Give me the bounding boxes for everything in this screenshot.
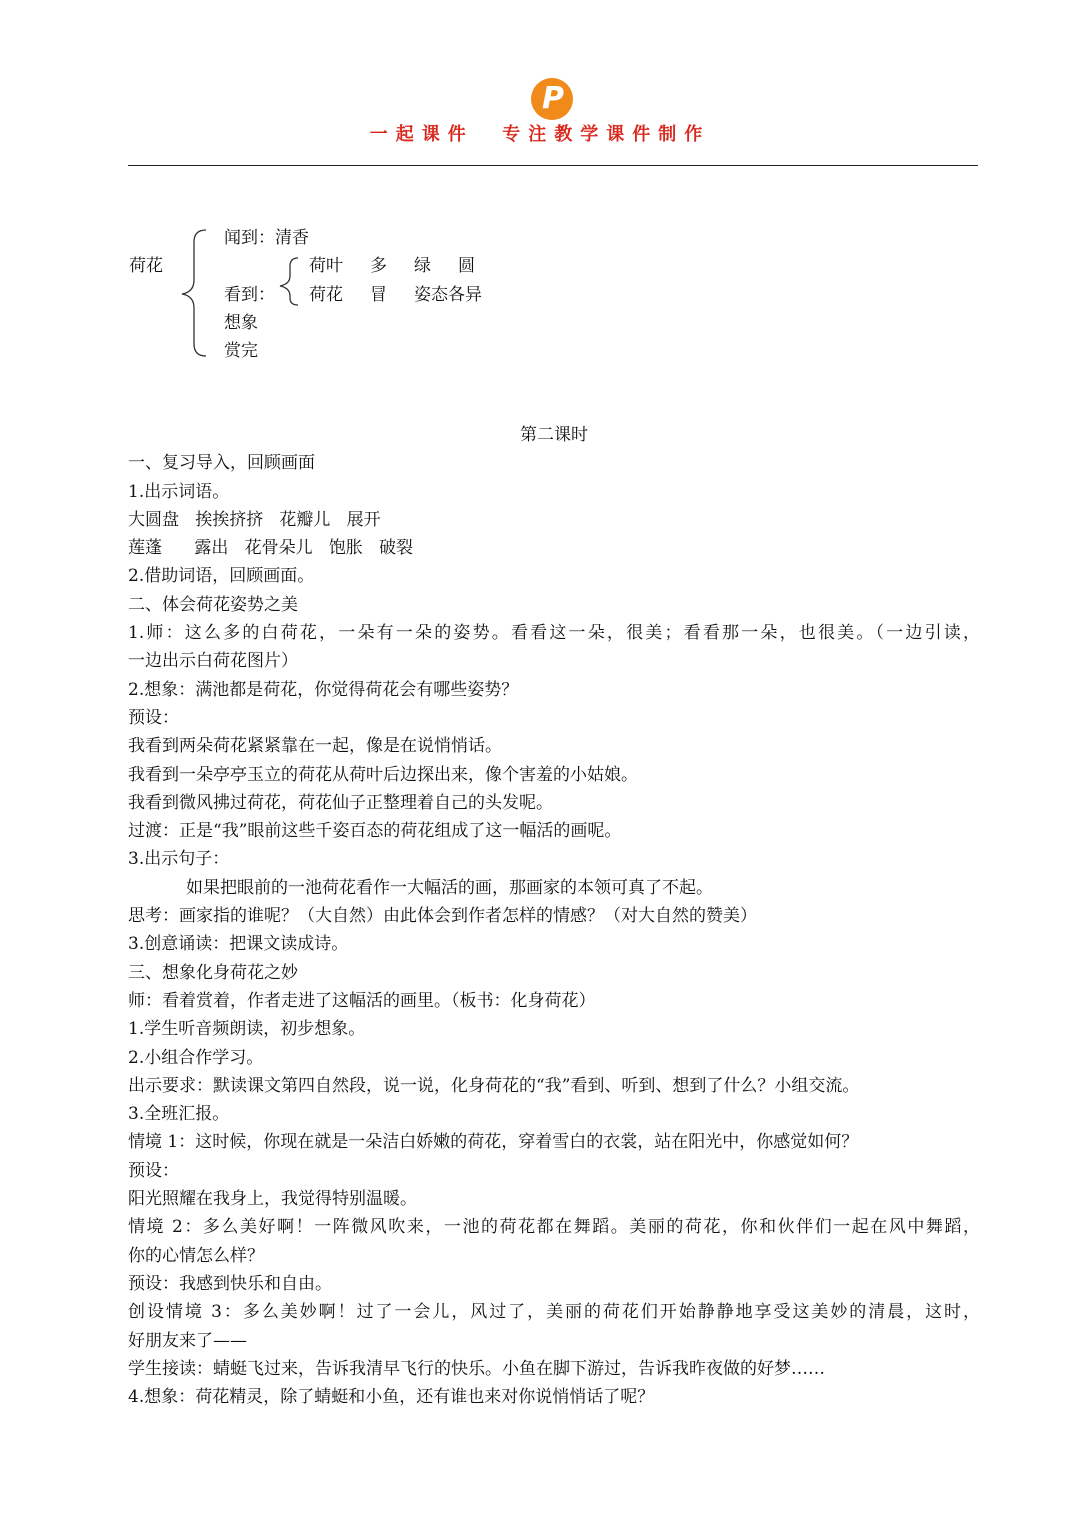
paragraph: 1.出示词语。 [128,481,230,502]
board-root: 荷花 [129,256,163,276]
paragraph: 过渡：正是“我”眼前这些千姿百态的荷花组成了这一幅活的画呢。 [128,821,622,842]
paragraph: 预设： [128,707,179,728]
heading: 二、体会荷花姿势之美 [128,594,298,615]
board-leaf-row: 荷叶 多 绿 圆 [309,256,476,276]
paragraph: 1.学生听音频朗读，初步想象。 [128,1019,366,1040]
board-see: 看到： [224,285,275,305]
lesson-body [128,421,980,1411]
paragraph: 3.创意诵读：把课文读成诗。 [128,934,349,955]
paragraph: 师：看着赏着，作者走进了这幅活的画里。（板书：化身荷花） [128,990,596,1011]
paragraph: 3.出示句子： [128,849,230,870]
section-title: 第二课时 [520,425,588,445]
main-brace [182,230,206,356]
paragraph: 情境 1：这时候，你现在就是一朵洁白娇嫩的荷花，穿着雪白的衣裳，站在阳光中，你感觉如何？ [128,1132,859,1153]
paragraph: 一边出示白荷花图片） [128,651,298,672]
word-list: 莲蓬 露出 花骨朵儿 饱胀 破裂 [128,538,414,559]
paragraph: 思考：画家指的谁呢？（大自然）由此体会到作者怎样的情感？（对大自然的赞美） [128,906,757,927]
paragraph: 2.小组合作学习。 [128,1047,264,1068]
paragraph: 2.借助词语，回顾画面。 [128,566,315,587]
quoted-sentence: 如果把眼前的一池荷花看作一大幅活的画，那画家的本领可真了不起。 [186,877,713,898]
heading: 三、想象化身荷花之妙 [128,962,298,983]
board-smell: 闻到：清香 [224,228,309,248]
paragraph: 1.师：这么多的白荷花，一朵有一朵的姿势。看看这一朵，很美；看看那一朵，也很美。（一边引读， [128,623,980,644]
paragraph: 预设： [128,1160,179,1181]
heading: 一、复习导入，回顾画面 [128,453,315,474]
board-flower-row: 荷花 冒 姿态各异 [309,285,483,305]
paragraph: 预设：我感到快乐和自由。 [128,1273,332,1294]
paragraph: 我看到微风拂过荷花，荷花仙子正整理着自己的头发呢。 [128,792,553,813]
paragraph: 4.想象：荷花精灵，除了蜻蜓和小鱼，还有谁也来对你说悄悄话了呢？ [128,1387,655,1408]
paragraph: 阳光照耀在我身上，我觉得特别温暖。 [128,1189,417,1210]
word-list: 大圆盘 挨挨挤挤 花瓣儿 展开 [128,509,381,530]
board-finish: 赏完 [224,341,258,361]
sub-brace [280,258,298,305]
paragraph: 学生接读：蜻蜓飞过来，告诉我清早飞行的快乐。小鱼在脚下游过，告诉我昨夜做的好梦…… [128,1358,825,1379]
paragraph: 我看到两朵荷花紧紧靠在一起，像是在说悄悄话。 [128,736,502,757]
paragraph: 好朋友来了—— [128,1330,247,1351]
paragraph: 我看到一朵亭亭玉立的荷花从荷叶后边探出来，像个害羞的小姑娘。 [128,764,638,785]
paragraph: 你的心情怎么样？ [128,1245,264,1266]
logo-letter: P [542,81,564,116]
paragraph: 2.想象：满池都是荷花，你觉得荷花会有哪些姿势？ [128,679,519,700]
paragraph: 创设情境 3：多么美妙啊！过了一会儿，风过了，美丽的荷花们开始静静地享受这美妙的清晨，这时， [128,1302,980,1323]
paragraph: 3.全班汇报。 [128,1104,230,1125]
header-title: 一起课件 专注教学课件制作 [369,124,711,145]
paragraph: 情境 2：多么美好啊！一阵微风吹来，一池的荷花都在舞蹈。美丽的荷花，你和伙伴们一起在风中舞蹈， [128,1217,980,1238]
outline-braces [0,0,1080,400]
paragraph: 出示要求：默读课文第四自然段，说一说，化身荷花的“我”看到、听到、想到了什么？小组交流。 [128,1075,860,1096]
board-imagine: 想象 [224,313,258,333]
